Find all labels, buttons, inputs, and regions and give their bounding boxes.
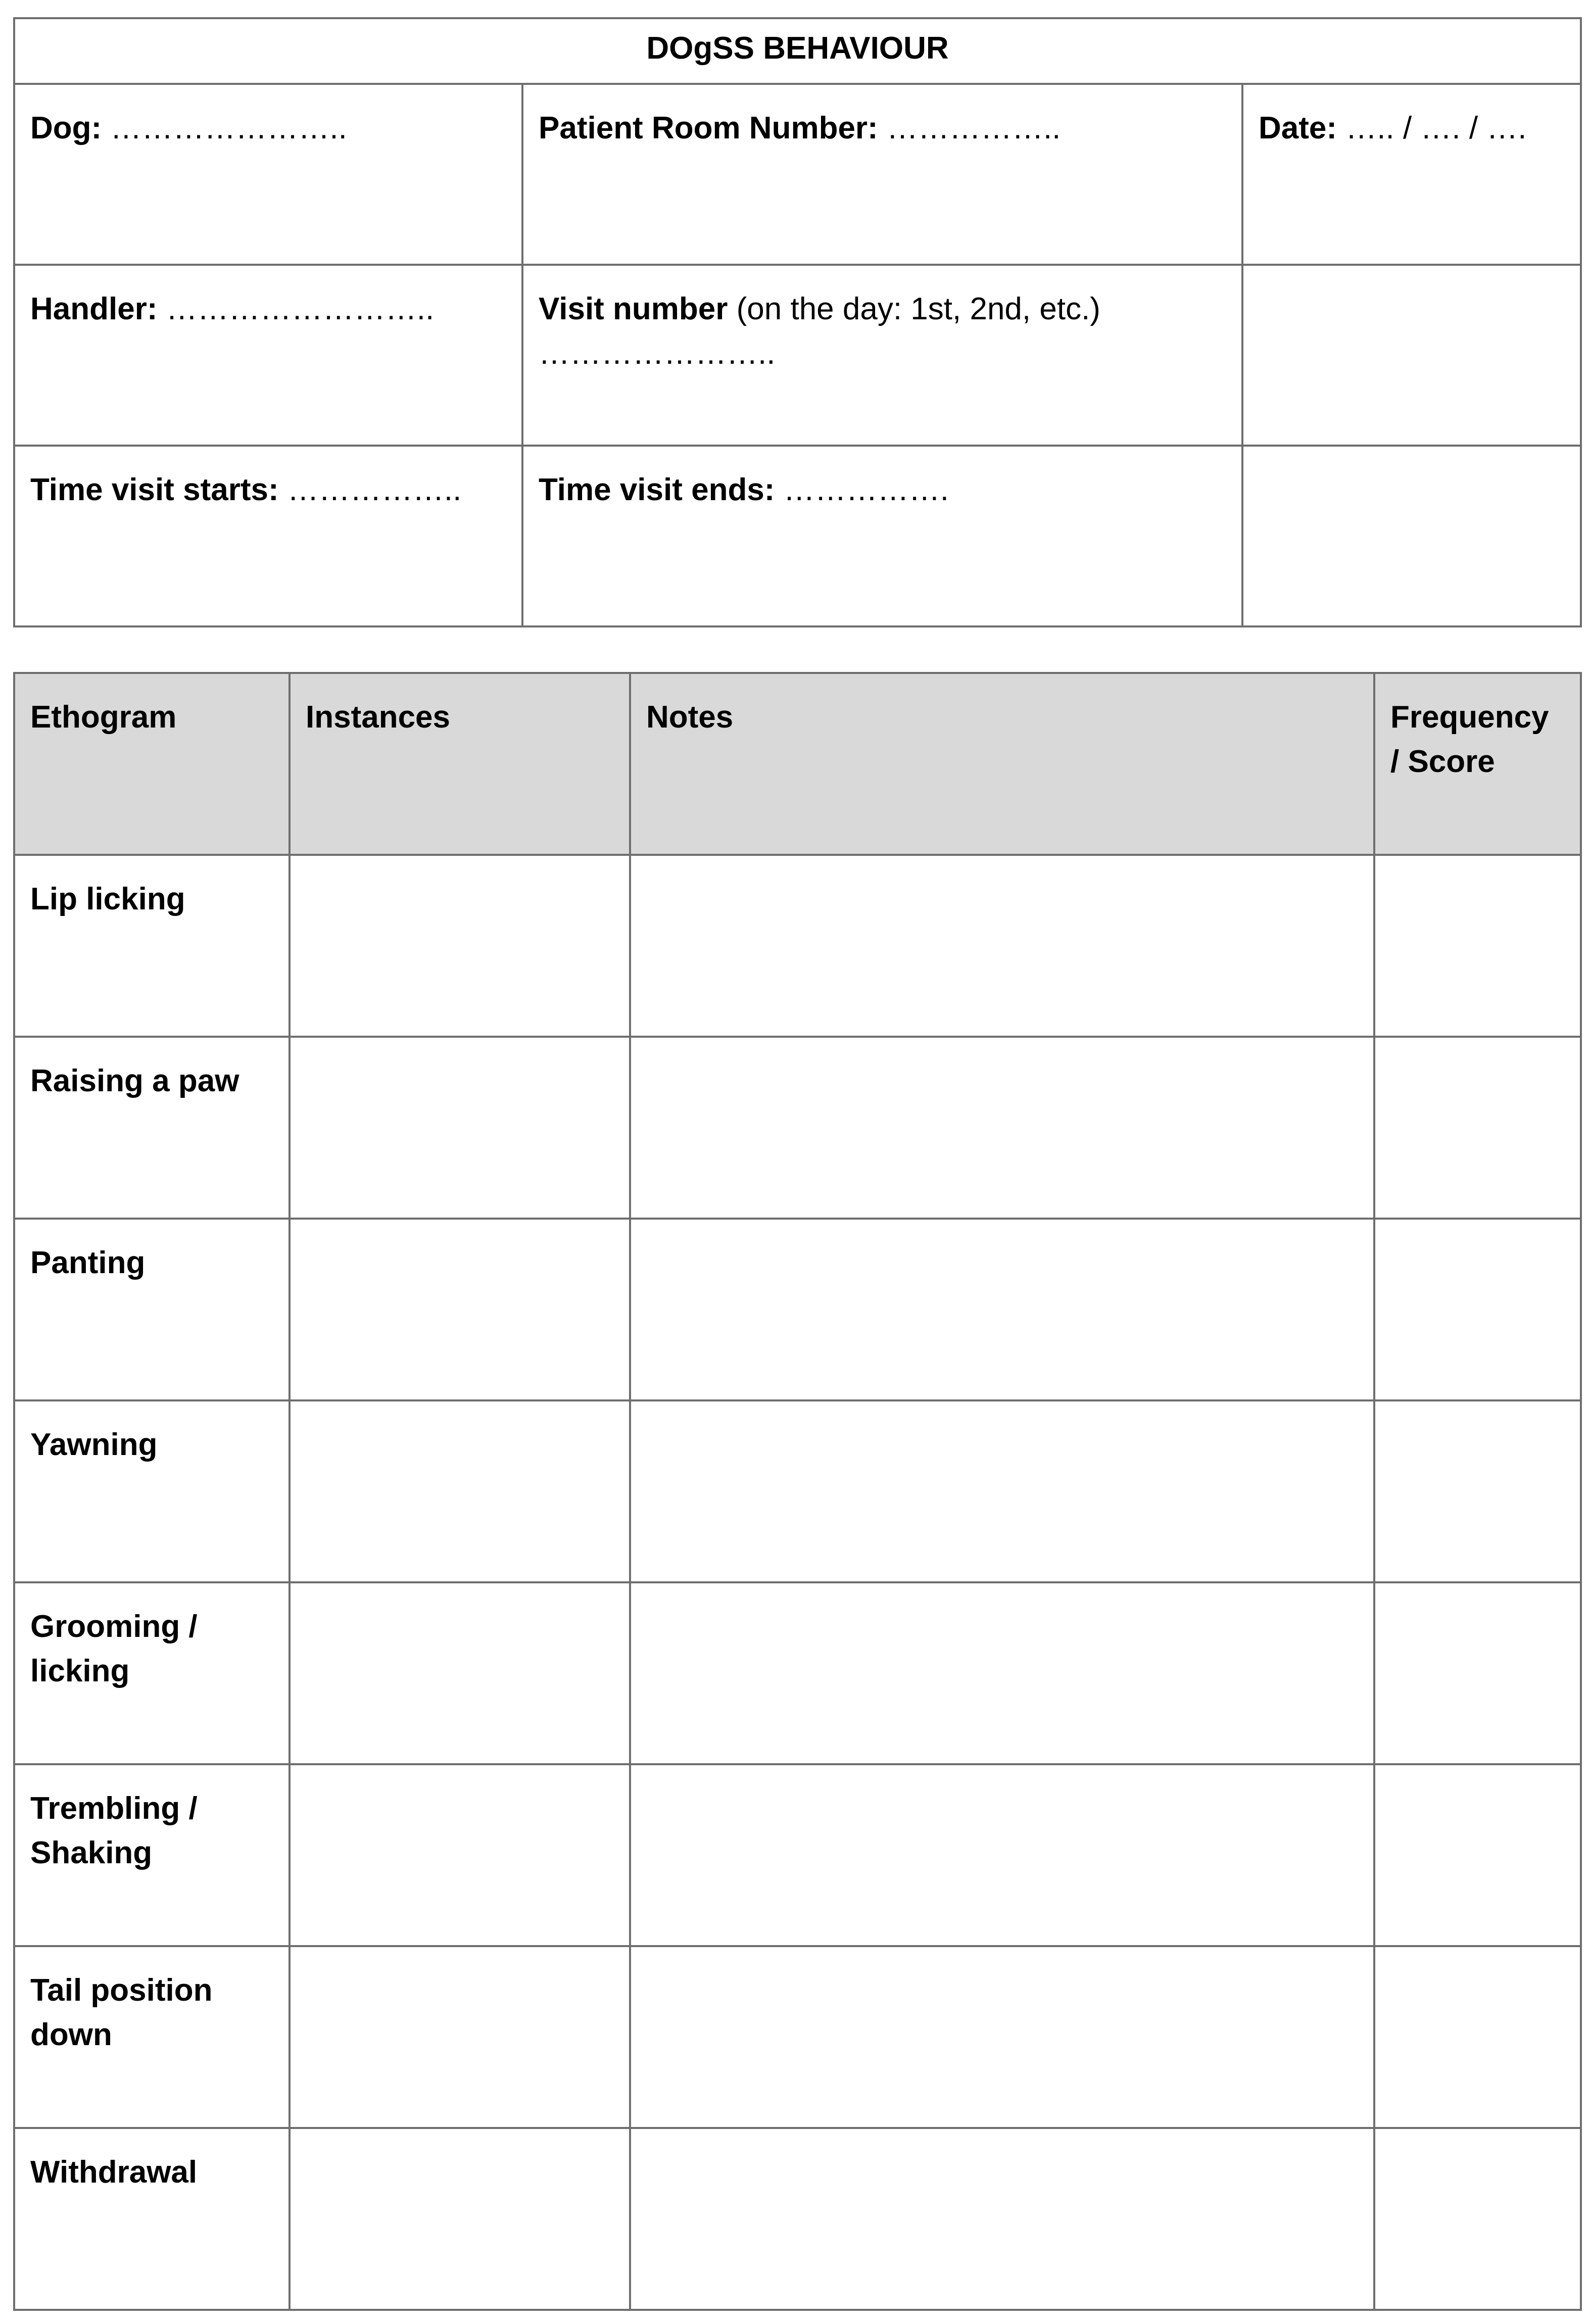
behaviour-label: Yawning <box>14 1400 290 1582</box>
behaviour-label: Grooming / licking <box>14 1582 290 1764</box>
patient-room-label: Patient Room Number: <box>539 111 878 146</box>
frequency-cell[interactable] <box>1374 2128 1581 2310</box>
notes-cell[interactable] <box>630 1946 1374 2128</box>
handler-label: Handler: <box>30 292 158 326</box>
ethogram-table <box>13 672 1582 2311</box>
instances-cell[interactable] <box>290 1582 630 1764</box>
notes-cell[interactable] <box>630 1219 1374 1400</box>
instances-cell[interactable] <box>290 2128 630 2310</box>
frequency-cell[interactable] <box>1374 1400 1581 1582</box>
behaviour-label: Lip licking <box>14 855 290 1037</box>
date-field[interactable] <box>1242 84 1581 265</box>
frequency-cell[interactable] <box>1374 1946 1581 2128</box>
behaviour-label: Trembling / Shaking <box>14 1764 290 1946</box>
instances-cell[interactable] <box>290 1946 630 2128</box>
notes-cell[interactable] <box>630 855 1374 1037</box>
header-ethogram: Ethogram <box>14 673 290 855</box>
time-start-label: Time visit starts: <box>30 472 279 507</box>
time-end-blank: ……………. <box>783 472 949 507</box>
frequency-cell[interactable] <box>1374 1582 1581 1764</box>
frequency-cell[interactable] <box>1374 1219 1581 1400</box>
dog-label: Dog: <box>30 111 102 146</box>
table-row <box>14 1219 1581 1400</box>
table-row <box>14 855 1581 1037</box>
instances-cell[interactable] <box>290 1219 630 1400</box>
table-row <box>14 1037 1581 1219</box>
frequency-cell[interactable] <box>1374 1037 1581 1219</box>
patient-room-field[interactable] <box>522 84 1242 265</box>
date-blank: ….. / …. / …. <box>1345 111 1527 146</box>
time-end-label: Time visit ends: <box>539 472 775 507</box>
frequency-cell[interactable] <box>1374 1764 1581 1946</box>
dog-field[interactable] <box>14 84 522 265</box>
behaviour-label: Panting <box>14 1219 290 1400</box>
visit-number-label: Visit number <box>539 292 728 326</box>
handler-field[interactable] <box>14 265 522 446</box>
patient-room-blank: …………….. <box>886 111 1061 146</box>
visit-number-field[interactable] <box>522 265 1242 446</box>
notes-cell[interactable] <box>630 1037 1374 1219</box>
table-row <box>14 1764 1581 1946</box>
form-title: DOgSS BEHAVIOUR <box>14 18 1581 84</box>
notes-cell[interactable] <box>630 1764 1374 1946</box>
instances-cell[interactable] <box>290 1400 630 1582</box>
header-instances: Instances <box>290 673 630 855</box>
visit-info-table <box>13 17 1582 627</box>
behaviour-label: Tail position down <box>14 1946 290 2128</box>
dog-blank: ………………….. <box>110 111 347 146</box>
behaviour-label: Raising a paw <box>14 1037 290 1219</box>
empty-cell <box>1242 446 1581 626</box>
notes-cell[interactable] <box>630 2128 1374 2310</box>
visit-number-blank: ………………….. <box>539 336 776 371</box>
notes-cell[interactable] <box>630 1400 1374 1582</box>
date-label: Date: <box>1259 111 1337 146</box>
visit-number-note: (on the day: 1st, 2nd, etc.) <box>736 292 1100 326</box>
time-start-blank: …………….. <box>287 472 462 507</box>
instances-cell[interactable] <box>290 1764 630 1946</box>
instances-cell[interactable] <box>290 855 630 1037</box>
time-start-field[interactable] <box>14 446 522 626</box>
empty-cell <box>1242 265 1581 446</box>
behaviour-label: Withdrawal <box>14 2128 290 2310</box>
frequency-cell[interactable] <box>1374 855 1581 1037</box>
header-frequency-score: Frequency / Score <box>1374 673 1581 855</box>
notes-cell[interactable] <box>630 1582 1374 1764</box>
ethogram-header-row <box>14 673 1581 855</box>
table-row <box>14 2128 1581 2310</box>
table-row <box>14 1582 1581 1764</box>
table-row <box>14 1946 1581 2128</box>
time-end-field[interactable] <box>522 446 1242 626</box>
instances-cell[interactable] <box>290 1037 630 1219</box>
header-notes: Notes <box>630 673 1374 855</box>
table-row <box>14 1400 1581 1582</box>
handler-blank: …………………….. <box>166 292 435 326</box>
